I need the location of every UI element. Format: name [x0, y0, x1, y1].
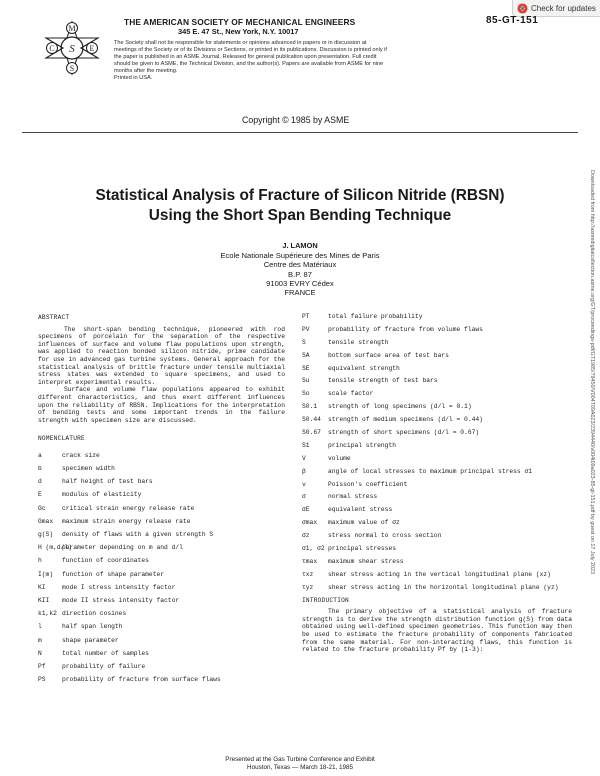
nomenclature-definition: probability of fracture from volume flaws [328, 325, 483, 333]
nomenclature-symbol: Su [302, 377, 310, 385]
nomenclature-definition: shear stress acting in the vertical longitudinal plane (xz) [328, 570, 551, 578]
nomenclature-symbol: σmax [302, 519, 318, 527]
nomenclature-definition: function of coordinates [62, 557, 149, 565]
nomenclature-entry [302, 352, 572, 360]
nomenclature-definition: bottom surface area of test bars [328, 351, 449, 359]
nomenclature-definition: probability of failure [62, 662, 146, 670]
left-column [38, 314, 285, 689]
nomenclature-symbol: β [302, 467, 306, 475]
nomenclature-symbol: σ [302, 493, 306, 501]
nomenclature-entry [302, 390, 572, 398]
nomenclature-symbol: σ1, σ2 [302, 545, 325, 553]
nomenclature-left-list [38, 452, 285, 689]
abstract-heading: ABSTRACT [38, 314, 70, 321]
printed-in: Printed in USA. [114, 74, 153, 81]
nomenclature-symbol: a [38, 451, 42, 459]
nomenclature-definition: equivalent strength [328, 364, 400, 372]
abstract-paragraph-1: The short-span bending technique, pioneered with rod specimens of porcelain for the separation of the respective influences of surface and volume flaw populations upon strength, was applied to reaction bonded silicon nitride, prime candidate for use in advanced gas turbine systems. General approach for the statistical analysis of brittle fracture under tensile multiaxial stress states was extended to square specimens, and used to interpret experimental results. [38, 325, 285, 386]
nomenclature-entry [302, 377, 572, 385]
paper-code: 85-GT-151 [486, 15, 539, 26]
crossmark-icon [517, 3, 528, 14]
nomenclature-definition: stress normal to cross section [328, 532, 442, 540]
nomenclature-entry [38, 584, 285, 597]
nomenclature-definition: total failure probability [328, 313, 423, 320]
affiliation-line: B.P. 87 [288, 269, 312, 279]
nomenclature-entry [302, 429, 572, 437]
nomenclature-symbol: S1 [302, 441, 310, 449]
nomenclature-symbol: l [38, 623, 42, 631]
nomenclature-entry [302, 339, 572, 347]
nomenclature-entry [38, 544, 285, 557]
nomenclature-definition: tensile strength of test bars [328, 377, 438, 385]
nomenclature-symbol: KI [38, 583, 46, 591]
disclaimer-text: The Society shall not be responsible for statements or opinions advanced in papers or in discussion at meetings of the Society or of its Divisions or Sections, or printed in its publications. Discussion is printed only if the paper is published in an ASME Journal. Released for general publication upon presentation. Full credit should be given to ASME, the Technical Division, and the author(s). Papers are available from ASME for nine months after the meeting. [114, 40, 387, 74]
nomenclature-symbol: So [302, 390, 310, 398]
nomenclature-entry [38, 571, 285, 584]
nomenclature-symbol: S0.1 [302, 403, 318, 411]
nomenclature-symbol: d [38, 478, 42, 486]
nomenclature-definition: modulus of elasticity [62, 491, 142, 499]
nomenclature-entry [302, 365, 572, 373]
society-name: THE AMERICAN SOCIETY OF MECHANICAL ENGINEERS [124, 17, 356, 27]
nomenclature-definition: density of flaws with a given strength S [62, 531, 214, 539]
nomenclature-definition: principal strength [328, 441, 397, 449]
nomenclature-symbol: V [302, 454, 306, 462]
download-notice-text: Downloaded from http://asmedigitalcollection.asme.org/GT/proceedings-pdf/GT1985/79450/V004T09A023/2394440/v004t09a023-85-gt-151.pdf by guest on 17 July 2023 [589, 170, 595, 574]
footer-line-2: Houston, Texas — March 18-21, 1985 [247, 764, 353, 772]
nomenclature-symbol: N [38, 649, 42, 657]
copyright-notice: Copyright © 1985 by ASME [242, 115, 350, 125]
nomenclature-entry [38, 505, 285, 518]
nomenclature-symbol: I(m) [38, 570, 54, 578]
author-name: J. LAMON [282, 241, 318, 250]
nomenclature-definition: equivalent stress [328, 506, 393, 514]
nomenclature-entry [302, 545, 572, 553]
svg-text:C: C [49, 44, 55, 53]
nomenclature-symbol: h [38, 557, 42, 565]
nomenclature-heading: NOMENCLATURE [38, 435, 85, 443]
nomenclature-entry [302, 493, 572, 501]
nomenclature-definition: scale factor [328, 390, 374, 398]
nomenclature-symbol: Gmax [38, 517, 54, 525]
nomenclature-definition: total number of samples [62, 649, 149, 657]
nomenclature-definition: function of shape parameter [62, 570, 165, 578]
nomenclature-definition: normal stress [328, 493, 378, 501]
title-line-2: Using the Short Span Bending Technique [148, 207, 452, 224]
nomenclature-symbol: S0.44 [302, 416, 321, 424]
nomenclature-definition: strength of long specimens (d/l = 0.1) [328, 403, 472, 411]
affiliation-line: Ecole Nationale Supérieure des Mines de Paris [220, 251, 380, 260]
nomenclature-entry [38, 676, 285, 689]
nomenclature-symbol: PS [38, 676, 46, 684]
nomenclature-entry [302, 455, 572, 463]
nomenclature-definition: half span length [62, 623, 123, 631]
nomenclature-definition: maximum shear stress [328, 557, 404, 565]
nomenclature-entry [38, 491, 285, 504]
header-divider [22, 132, 578, 133]
right-column [302, 313, 572, 654]
nomenclature-symbol: σE [302, 506, 310, 514]
nomenclature-entry [302, 403, 572, 411]
introduction-heading: INTRODUCTION [302, 596, 349, 604]
asme-logo [40, 16, 104, 80]
nomenclature-entry [302, 416, 572, 424]
nomenclature-entry [302, 326, 572, 334]
nomenclature-definition: mode II stress intensity factor [62, 596, 180, 604]
nomenclature-definition: specimen width [62, 465, 115, 473]
svg-text:S: S [69, 64, 75, 73]
nomenclature-entry [38, 637, 285, 650]
nomenclature-definition: strength of short specimens (d/l = 0.67) [328, 429, 480, 437]
nomenclature-symbol: k1,k2 [38, 610, 57, 618]
nomenclature-definition: shear stress acting in the horizontal longitudinal plane (yz) [328, 583, 559, 591]
nomenclature-entry [302, 584, 572, 592]
disclaimer [114, 40, 390, 81]
nomenclature-entry [302, 506, 572, 514]
affiliation-line: FRANCE [284, 288, 316, 298]
nomenclature-symbol: S [302, 338, 306, 346]
introduction-paragraph: The primary objective of a statistical analysis of fracture strength is to derive the strength distribution function g(S) from data obtained using well-defined specimen geometries. This function may then be used to estimate the fracture probability of components fabricated from the same material. For non-interacting flaws, this function is related to the fracture probability Pf by (1-3): [302, 608, 572, 654]
nomenclature-definition: strength of medium specimens (d/l = 0.44) [328, 416, 483, 424]
nomenclature-definition: Poisson's coefficient [328, 480, 408, 488]
nomenclature-symbol: H (m,d/l) [38, 544, 73, 552]
nomenclature-entry [38, 452, 285, 465]
conference-footer [0, 756, 600, 772]
nomenclature-entry [38, 663, 285, 676]
nomenclature-entry [38, 557, 285, 570]
nomenclature-entry [302, 571, 572, 579]
nomenclature-entry [302, 481, 572, 489]
nomenclature-entry [38, 465, 285, 478]
nomenclature-definition: crack size [62, 451, 100, 459]
nomenclature-symbol: PT [302, 313, 310, 320]
nomenclature-symbol: ν [302, 480, 306, 488]
nomenclature-definition: mode I stress intensity factor [62, 583, 176, 591]
nomenclature-symbol: Pf [38, 662, 46, 670]
nomenclature-definition: tensile strength [328, 338, 389, 346]
nomenclature-definition: maximum value of σz [328, 519, 400, 527]
nomenclature-definition: direction cosines [62, 610, 127, 618]
nomenclature-entry [302, 519, 572, 527]
nomenclature-symbol: σz [302, 532, 310, 540]
nomenclature-symbol: SE [302, 364, 310, 372]
nomenclature-definition: maximum strain energy release rate [62, 517, 191, 525]
svg-text:M: M [68, 24, 76, 33]
nomenclature-symbol: SA [302, 351, 310, 359]
nomenclature-entry [38, 597, 285, 610]
affiliation [0, 251, 600, 297]
nomenclature-entry [38, 531, 285, 544]
nomenclature-symbol: E [38, 491, 42, 499]
nomenclature-entry [302, 442, 572, 450]
nomenclature-entry [302, 532, 572, 540]
nomenclature-entry [302, 558, 572, 566]
nomenclature-definition: principal stresses [328, 545, 397, 553]
nomenclature-entry [302, 468, 572, 476]
nomenclature-definition: half height of test bars [62, 478, 153, 486]
nomenclature-right-list [302, 313, 572, 591]
nomenclature-symbol: τyz [302, 583, 314, 591]
check-for-updates-label: Check for updates [531, 3, 596, 13]
nomenclature-entry [38, 518, 285, 531]
nomenclature-definition: probability of fracture from surface flaws [62, 676, 221, 684]
title-line-1: Statistical Analysis of Fracture of Silicon Nitride (RBSN) [95, 187, 505, 204]
nomenclature-symbol: τxz [302, 570, 314, 578]
nomenclature-definition: parameter depending on m and d/l [62, 544, 183, 552]
abstract-paragraph-2: Surface and volume flaw populations appeared to exhibit different characteristics, and thus exert different influences upon the reliability of RBSN. Implications for the interpretation of bending tests and some important trends in the failure strength with specimen size are discussed. [38, 386, 285, 424]
nomenclature-entry [38, 478, 285, 491]
nomenclature-symbol: b [38, 465, 42, 473]
nomenclature-entry [302, 313, 572, 321]
svg-text:E: E [89, 44, 95, 53]
paper-title [0, 186, 600, 226]
nomenclature-symbol: KII [38, 596, 50, 604]
nomenclature-definition: critical strain energy release rate [62, 504, 195, 512]
nomenclature-entry [38, 650, 285, 663]
nomenclature-symbol: g(S) [38, 531, 54, 539]
nomenclature-definition: shape parameter [62, 636, 119, 644]
nomenclature-entry [38, 610, 285, 623]
nomenclature-symbol: Gc [38, 504, 46, 512]
affiliation-line: Centre des Matériaux [263, 260, 337, 270]
affiliation-line: 91003 EVRY Cédex [266, 278, 334, 288]
nomenclature-entry [38, 623, 285, 636]
nomenclature-symbol: S0.67 [302, 429, 321, 437]
nomenclature-symbol: PV [302, 325, 310, 333]
nomenclature-symbol: τmax [302, 557, 318, 565]
nomenclature-definition: angle of local stresses to maximum principal stress σ1 [328, 467, 533, 475]
society-address: 345 E. 47 St., New York, N.Y. 10017 [178, 27, 299, 36]
footer-line-1: Presented at the Gas Turbine Conference and Exhibit [225, 756, 375, 763]
nomenclature-definition: volume [328, 454, 351, 462]
nomenclature-symbol: m [38, 636, 42, 644]
svg-text:S: S [69, 43, 75, 55]
